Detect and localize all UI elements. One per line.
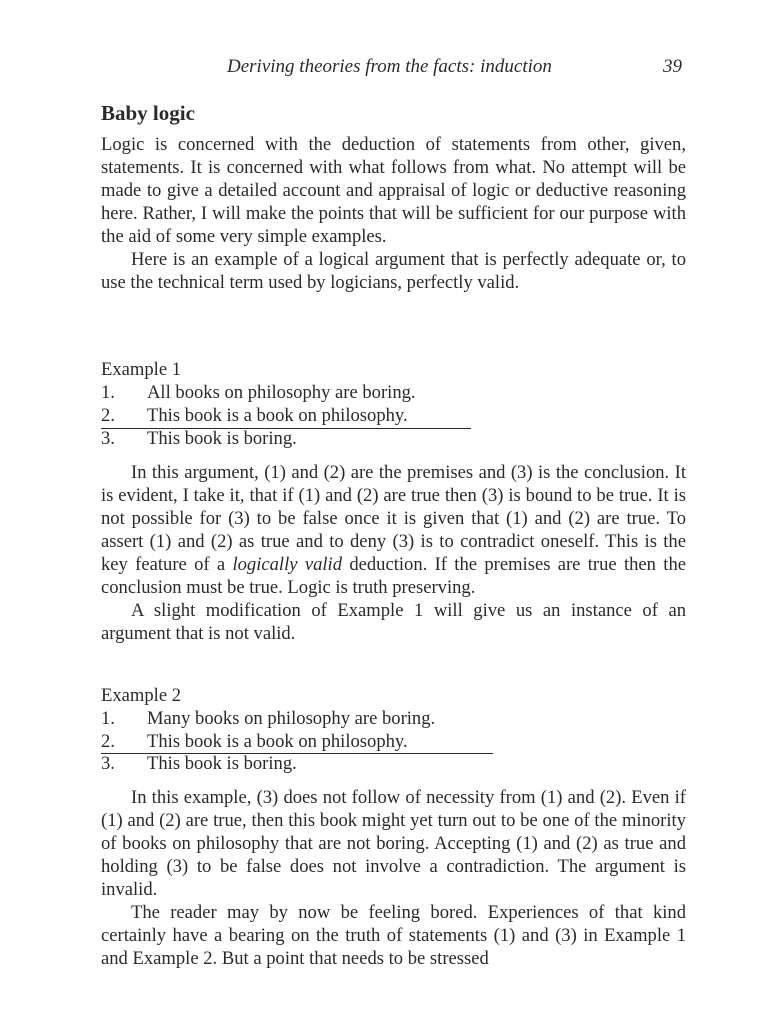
example-1-text-1: All books on philosophy are boring.	[147, 382, 416, 403]
example-1-conclusion	[101, 427, 297, 450]
paragraph-argument-analysis	[101, 461, 686, 599]
running-head	[0, 54, 768, 80]
paragraph-argument-analysis-end: deduction. If the premises are true then the conclusion must be true. Logic is truth preserving.	[101, 554, 687, 598]
example-1-text-2: This book is a book on philosophy.	[147, 405, 408, 426]
example-1-text-3: This book is boring.	[147, 428, 297, 449]
example-2-premise-2	[101, 730, 408, 753]
example-1-number-1: 1.	[101, 382, 115, 403]
paragraph-modification: A slight modification of Example 1 will give us an instance of an argument that is not valid.	[101, 600, 686, 644]
section-heading: Baby logic	[101, 101, 195, 125]
example-1-premise-1	[101, 381, 416, 404]
example-1-number-2: 2.	[101, 405, 115, 426]
logically-valid-emphasis: logically valid	[232, 554, 343, 575]
example-2-number-3: 3.	[101, 753, 115, 774]
paragraph-example-intro: Here is an example of a logical argument that is perfectly adequate or, to use the technical term used by logicians, perfectly valid.	[101, 249, 686, 293]
example-2-number-1: 1.	[101, 708, 115, 729]
example-2-label: Example 2	[101, 685, 182, 706]
example-2-premise-1	[101, 707, 435, 730]
paragraph-invalid-argument: In this example, (3) does not follow of necessity from (1) and (2). Even if (1) and (2) are true, then this book might yet turn out to be one of the minority of books on philosophy that are not boring. Accepting (1) and (2) as true and holding (3) to be false does not involve a contradiction. The argument is invalid.	[101, 787, 686, 900]
paragraph-reader-bored: The reader may by now be feeling bored. Experiences of that kind certainly have a bearing on the truth of statements (1) and (3) in Example 1 and Example 2. But a point that needs to be stressed	[101, 902, 686, 969]
paragraph-logic-intro: Logic is concerned with the deduction of statements from other, given, statements. It is concerned with what follows from what. No attempt will be made to give a detailed account and appraisal of logic or deductive reasoning here. Rather, I will make the points that will be sufficient for our purpose with the aid of some very simple examples.	[101, 134, 686, 247]
example-2-text-2: This book is a book on philosophy.	[147, 731, 408, 752]
example-2-conclusion	[101, 752, 297, 775]
example-2-text-1: Many books on philosophy are boring.	[147, 708, 436, 729]
intro-text-block	[101, 133, 686, 294]
example-2-number-2: 2.	[101, 731, 115, 752]
running-head-title: Deriving theories from the facts: induction	[227, 56, 552, 77]
example-1-number-3: 3.	[101, 428, 115, 449]
paragraph-argument-analysis-start: In this argument, (1) and (2) are the premises and (3) is the conclusion. It is evident, I take it, that if (1) and (2) are true then (3) is bound to be true. It is not possible for (3) to be false once it is given that (1) and (2) are true. To assert (1) and (2) as true and to deny (3) is to contradict oneself. This is the key feature of a	[101, 462, 686, 575]
page-number: 39	[663, 56, 682, 77]
example-2-text-3: This book is boring.	[147, 753, 297, 774]
closing-text-block	[101, 786, 686, 970]
discussion-text-block	[101, 461, 686, 645]
example-1-premise-2	[101, 404, 408, 427]
example-1-label: Example 1	[101, 359, 182, 380]
